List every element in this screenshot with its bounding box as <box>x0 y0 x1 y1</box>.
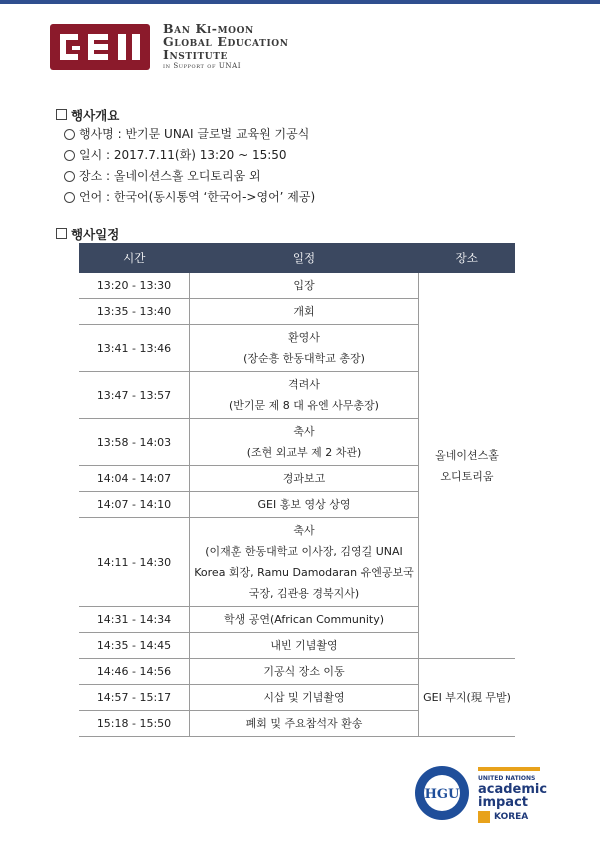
time-cell: 14:04 - 14:07 <box>79 466 190 492</box>
overview-item-text: 행사명 : 반기문 UNAI 글로벌 교육원 기공식 <box>79 127 310 141</box>
event-line: 폐회 및 주요참석자 환송 <box>245 717 363 730</box>
unai-line4: KOREA <box>494 812 529 822</box>
org-line4: in Support of UNAI <box>163 62 242 70</box>
event-line: (장순흥 한동대학교 총장) <box>243 352 365 365</box>
handong-university-seal <box>414 765 470 821</box>
event-line: (조현 외교부 제 2 차관) <box>246 446 362 459</box>
event-line: 내빈 기념촬영 <box>270 639 338 652</box>
overview-item-text: 언어 : 한국어(동시통역 ‘한국어->영어’ 제공) <box>79 190 316 204</box>
time-cell: 14:07 - 14:10 <box>79 492 190 518</box>
time-cell: 14:11 - 14:30 <box>79 518 190 607</box>
time-cell: 14:35 - 14:45 <box>79 633 190 659</box>
overview-item <box>64 166 315 187</box>
time-cell: 13:41 - 13:46 <box>79 325 190 372</box>
event-line: 경과보고 <box>282 472 326 485</box>
event-line: (이재훈 한동대학교 이사장, 김영길 UNAI <box>205 545 403 558</box>
time-cell: 14:31 - 14:34 <box>79 607 190 633</box>
header-event: 일정 <box>190 243 419 273</box>
event-cell <box>190 372 419 419</box>
org-name <box>163 22 289 70</box>
event-cell <box>190 607 419 633</box>
event-cell <box>190 466 419 492</box>
event-line: GEI 홍보 영상 상영 <box>257 498 351 511</box>
overview-item-text: 장소 : 올네이션스홀 오디토리움 외 <box>79 169 261 183</box>
event-line: 격려사 <box>288 378 320 391</box>
event-line: (반기문 제 8 대 유엔 사무총장) <box>229 399 379 412</box>
event-line: 국장, 김관용 경북지사) <box>248 587 360 600</box>
event-line: 개회 <box>293 305 315 318</box>
time-cell: 14:57 - 15:17 <box>79 685 190 711</box>
org-line1: Ban Ki-moon <box>163 21 254 36</box>
overview-title: 행사개요 <box>71 108 120 123</box>
time-cell: 13:20 - 13:30 <box>79 273 190 299</box>
event-cell <box>190 685 419 711</box>
overview-item <box>64 145 315 166</box>
svg-text:HGU: HGU <box>424 787 460 802</box>
square-bullet-icon <box>56 228 67 239</box>
org-line2: Global Education <box>163 34 289 49</box>
top-accent-bar <box>0 0 600 4</box>
circle-bullet-icon <box>64 150 75 161</box>
circle-bullet-icon <box>64 171 75 182</box>
circle-bullet-icon <box>64 192 75 203</box>
unai-line1: UNITED NATIONS <box>478 775 536 782</box>
overview-item <box>64 187 315 208</box>
place-cell-site: GEI 부지(現 무밭) <box>419 659 516 737</box>
time-cell: 14:46 - 14:56 <box>79 659 190 685</box>
overview-heading <box>56 106 119 124</box>
event-line: 축사 <box>293 524 315 537</box>
header-place: 장소 <box>419 243 516 273</box>
event-line: 축사 <box>293 425 315 438</box>
unai-korea-logo <box>476 767 548 827</box>
time-cell: 13:35 - 13:40 <box>79 299 190 325</box>
overview-item-text: 일시 : 2017.7.11(화) 13:20 ~ 15:50 <box>79 148 287 162</box>
time-cell: 15:18 - 15:50 <box>79 711 190 737</box>
event-cell <box>190 492 419 518</box>
event-line: Korea 회장, Ramu Damodaran 유엔공보국 <box>194 566 414 579</box>
event-cell <box>190 659 419 685</box>
table-row <box>79 273 515 299</box>
event-cell <box>190 518 419 607</box>
table-header-row <box>79 243 515 273</box>
table-row <box>79 659 515 685</box>
place-line: 오디토리움 <box>440 469 494 483</box>
event-cell <box>190 299 419 325</box>
event-cell <box>190 273 419 299</box>
event-cell <box>190 325 419 372</box>
event-line: 학생 공연(African Community) <box>223 613 385 626</box>
event-cell <box>190 711 419 737</box>
overview-item <box>64 124 315 145</box>
org-line3: Institute <box>163 47 228 62</box>
schedule-body <box>79 273 515 737</box>
time-cell: 13:58 - 14:03 <box>79 419 190 466</box>
event-line: 시삽 및 기념촬영 <box>263 691 345 704</box>
event-line: 기공식 장소 이동 <box>263 665 345 678</box>
overview-list <box>64 124 315 208</box>
event-cell <box>190 633 419 659</box>
unai-line3: impact <box>478 795 529 810</box>
schedule-heading <box>56 225 119 243</box>
place-cell-auditorium <box>419 273 516 659</box>
circle-bullet-icon <box>64 129 75 140</box>
unai-line2: academic <box>478 782 548 797</box>
square-bullet-icon <box>56 109 67 120</box>
schedule-table <box>79 243 515 737</box>
event-cell <box>190 419 419 466</box>
event-line: 환영사 <box>288 331 320 344</box>
event-line: 입장 <box>293 279 315 292</box>
gei-logo <box>50 22 150 72</box>
header-time: 시간 <box>79 243 190 273</box>
schedule-title: 행사일정 <box>71 227 120 242</box>
place-line: 올네이션스홀 <box>435 448 499 462</box>
time-cell: 13:47 - 13:57 <box>79 372 190 419</box>
